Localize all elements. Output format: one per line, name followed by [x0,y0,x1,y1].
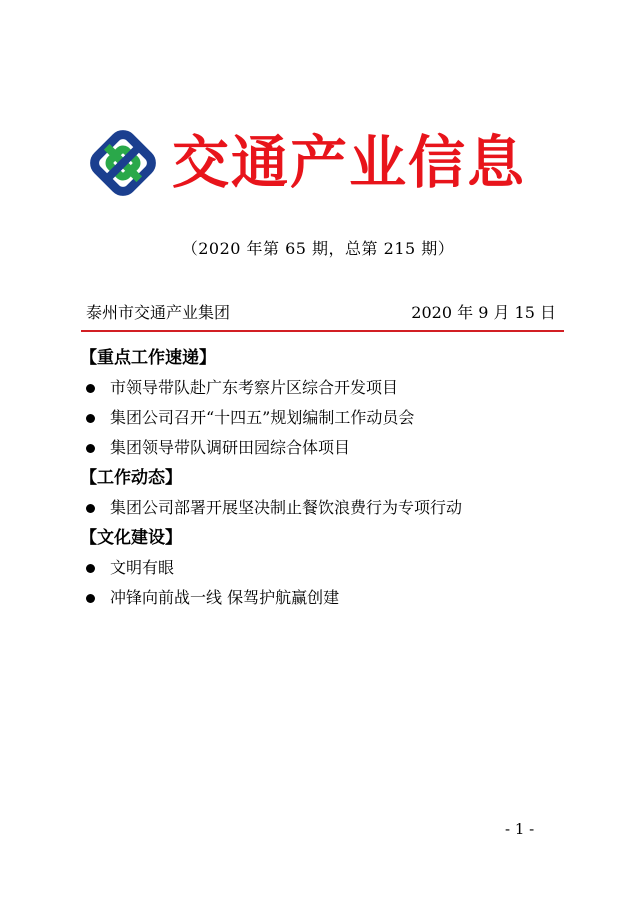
page-number: - 1 - [505,820,535,838]
item-text: 集团公司召开“十四五”规划编制工作动员会 [110,408,415,427]
issue-number: （2020 年第 65 期，总第 215 期） [181,239,455,258]
bullet-icon [86,444,95,453]
section-culture [80,523,560,613]
bullet-icon [86,564,95,573]
issue-date: 2020 年 9 月 15 日 [411,303,556,322]
bullet-icon [86,414,95,423]
table-of-contents [80,343,560,613]
list-item [80,433,560,463]
list-item [80,373,560,403]
red-divider [81,330,564,332]
section-key-work [80,343,560,463]
list-item [80,403,560,433]
masthead [88,128,526,198]
bullet-icon [86,384,95,393]
list-item [80,493,560,523]
section-heading: 【文化建设】 [80,528,182,548]
publication-title: 交通产业信息 [172,130,526,196]
item-text: 文明有眼 [110,558,175,577]
publisher-name: 泰州市交通产业集团 [86,303,231,322]
item-text: 集团公司部署开展坚决制止餐饮浪费行为专项行动 [110,498,463,517]
item-text: 市领导带队赴广东考察片区综合开发项目 [110,378,399,397]
list-item [80,583,560,613]
list-item [80,553,560,583]
bullet-icon [86,504,95,513]
item-text: 冲锋向前战一线 保驾护航赢创建 [110,588,340,607]
bullet-icon [86,594,95,603]
section-heading: 【重点工作速递】 [80,348,216,368]
section-heading: 【工作动态】 [80,468,182,488]
interlocking-knot-logo [88,128,158,198]
item-text: 集团领导带队调研田园综合体项目 [110,438,351,457]
section-work-updates [80,463,560,523]
